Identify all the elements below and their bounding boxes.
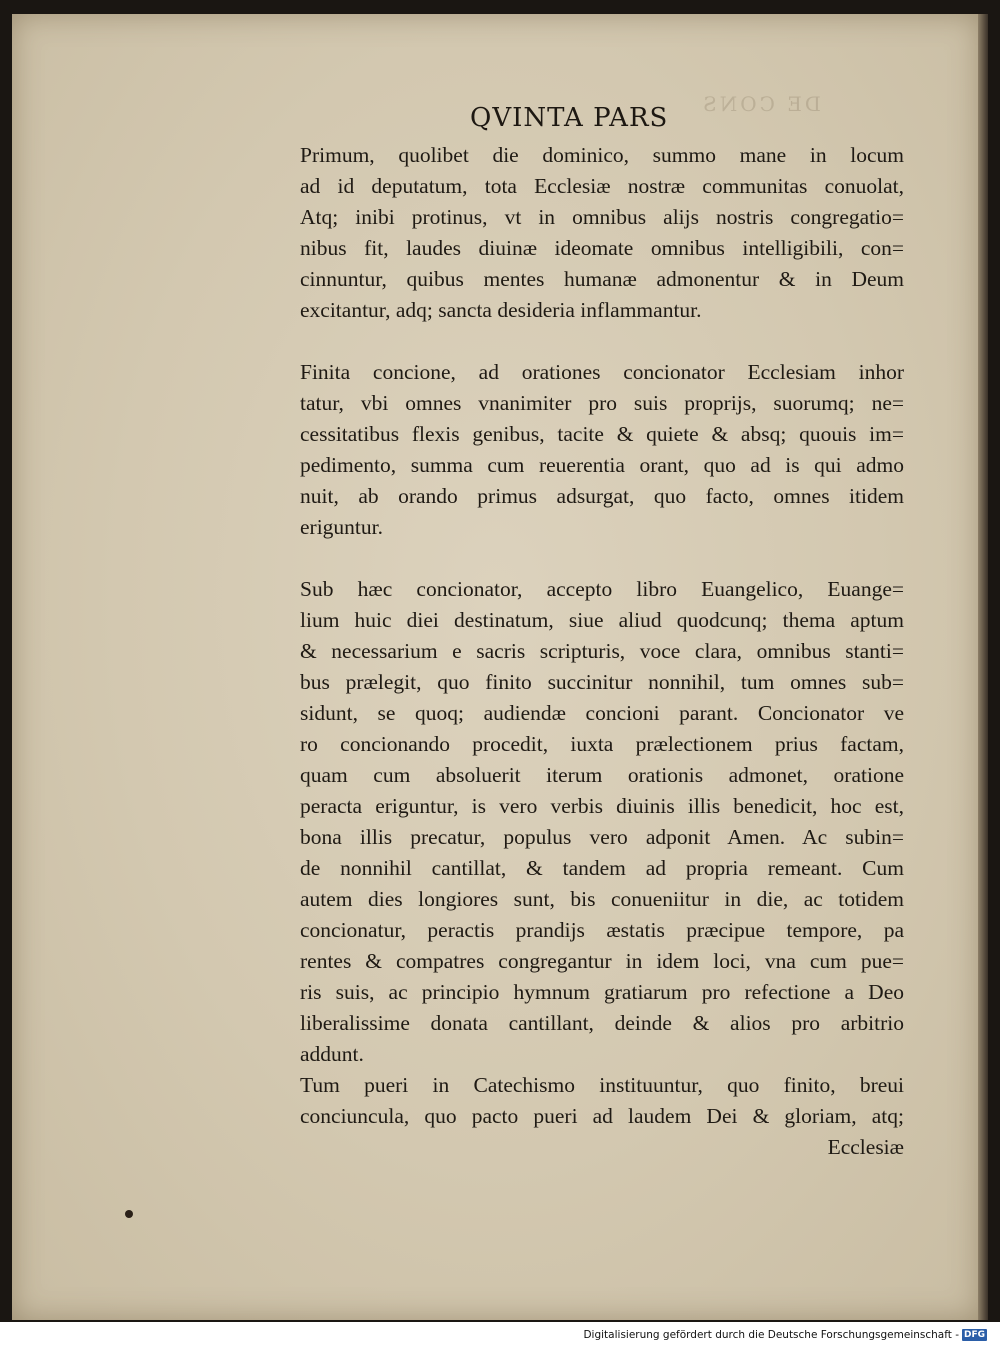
text-line: peracta eriguntur, is vero verbis diuinis illis benedicit, hoc est,: [300, 794, 904, 818]
text-line: Sub hæc concionator, accepto libro Euangelico, Euange=: [300, 577, 904, 601]
text-line: tatur, vbi omnes vnanimiter pro suis proprijs, suorumq; ne=: [300, 391, 904, 415]
dfg-logo: DFG: [963, 1330, 985, 1340]
text-line: sidunt, se quoq; audiendæ concioni parant. Concionator ve: [300, 701, 904, 725]
text-line: cinnuntur, quibus mentes humanæ admonentur & in Deum: [300, 267, 904, 291]
paragraph-gap: [300, 543, 904, 574]
text-line: lium huic diei destinatum, siue aliud quodcunq; thema aptum: [300, 608, 904, 632]
text-line: ro concionando procedit, iuxta prælectionem prius factam,: [300, 732, 904, 756]
text-line: nibus fit, laudes diuinæ ideomate omnibus intelligibili, con=: [300, 236, 904, 260]
text-line: nuit, ab orando primus adsurgat, quo facto, omnes itidem: [300, 484, 904, 508]
text-line: excitantur, adq; sancta desideria inflammantur.: [300, 298, 702, 322]
text-line: rentes & compatres congregantur in idem loci, vna cum pue=: [300, 949, 904, 973]
text-line: bona illis precatur, populus vero adponit Amen. Ac subin=: [300, 825, 904, 849]
text-line: ad id deputatum, tota Ecclesiæ nostræ communitas conuolat,: [300, 174, 904, 198]
page-text: [300, 140, 904, 1163]
text-line: conciuncula, quo pacto pueri ad laudem Dei & gloriam, atq;: [300, 1104, 904, 1128]
paragraph-2: [300, 357, 904, 543]
text-line: Atq; inibi protinus, vt in omnibus alijs nostris congregatio=: [300, 205, 904, 229]
text-line: eriguntur.: [300, 515, 383, 539]
text-line: bus prælegit, quo finito succinitur nonnihil, tum omnes sub=: [300, 670, 904, 694]
text-line: cessitatibus flexis genibus, tacite & quiete & absq; quouis im=: [300, 422, 904, 446]
text-line: concionatur, peractis prandijs æstatis præcipue tempore, pa: [300, 918, 904, 942]
text-line: ris suis, ac principio hymnum gratiarum pro refectione a Deo: [300, 980, 904, 1004]
text-line: Tum pueri in Catechismo instituuntur, quo finito, breui: [300, 1073, 904, 1097]
catchword: Ecclesiæ: [827, 1135, 904, 1159]
paragraph-gap: [300, 326, 904, 357]
text-line: Finita concione, ad orationes concionator Ecclesiam inhor: [300, 360, 904, 384]
page-edge: [978, 14, 988, 1320]
bleed-through-heading: DE CONS: [700, 92, 821, 116]
text-line: Primum, quolibet die dominico, summo mane in locum: [300, 143, 904, 167]
text-line: autem dies longiores sunt, bis conueniitur in die, ac totidem: [300, 887, 904, 911]
credit-text: Digitalisierung gefördert durch die Deutsche Forschungsgemeinschaft -: [583, 1329, 959, 1341]
ink-speck: [125, 1210, 133, 1218]
text-line: quam cum absoluerit iterum orationis admonet, oratione: [300, 763, 904, 787]
text-line: pedimento, summa cum reuerentia orant, quo ad is qui admo: [300, 453, 904, 477]
page-heading: QVINTA PARS: [470, 103, 669, 133]
text-line: de nonnihil cantillat, & tandem ad propria remeant. Cum: [300, 856, 904, 880]
paragraph-3: [300, 574, 904, 1070]
digitization-credit: [580, 1327, 990, 1343]
text-line: addunt.: [300, 1042, 364, 1066]
text-line: liberalissime donata cantillant, deinde & alios pro arbitrio: [300, 1011, 904, 1035]
paragraph-1: [300, 140, 904, 326]
text-line: & necessarium e sacris scripturis, voce clara, omnibus stanti=: [300, 639, 904, 663]
paragraph-4: [300, 1070, 904, 1132]
